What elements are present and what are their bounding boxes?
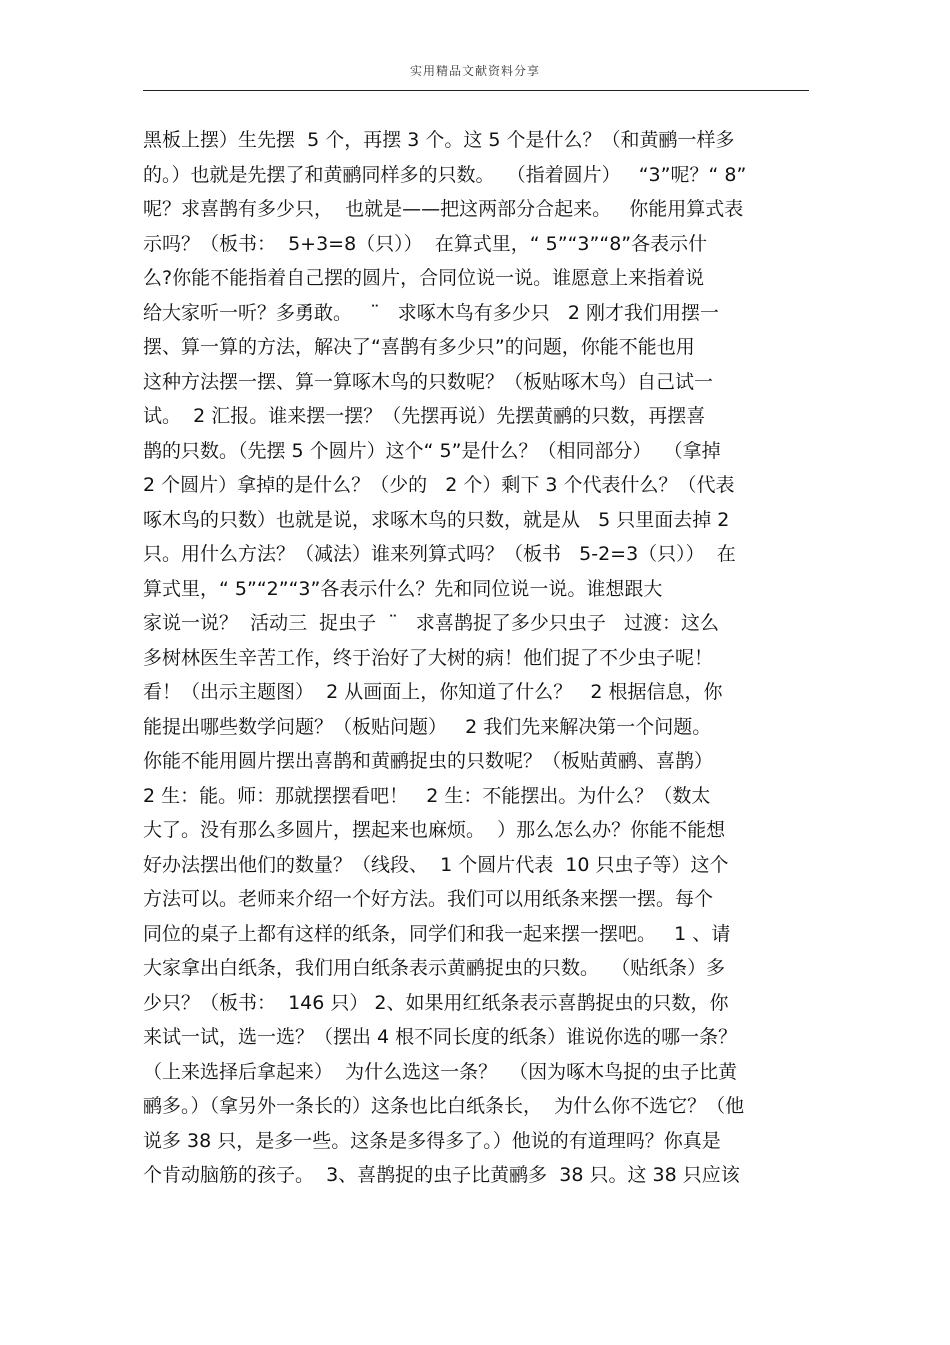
text-line: 看！（出示主题图） 2 从画面上，你知道了什么？ 2 根据信息，你 <box>143 681 723 703</box>
header-divider <box>143 90 809 91</box>
text-line: 呢？求喜鹊有多少只， 也就是——把这两部分合起来。 你能用算式表 <box>143 198 744 220</box>
text-line: 说多 38 只，是多一些。这条是多得多了。）他说的有道理吗？你真是 <box>143 1129 721 1152</box>
text-line: 多树林医生辛苦工作，终于治好了大树的病！他们捉了不少虫子呢！ <box>143 646 714 669</box>
text-line: 2 个圆片）拿掉的是什么？（少的 2 个）剩下 3 个代表什么？（代表 <box>143 474 735 496</box>
page-header: 实用精品文献资料分享 <box>409 64 540 78</box>
text-line: 家说一说？ 活动三 捉虫子 ¨ 求喜鹊捉了多少只虫子 过渡：这么 <box>143 612 719 634</box>
text-line: 个肯动脑筋的孩子。 3、喜鹊捉的虫子比黄鹂多 38 只。这 38 只应该 <box>143 1164 740 1186</box>
text-line: 2 生：能。师：那就摆摆看吧！ 2 生：不能摆出。为什么？（数太 <box>143 784 711 807</box>
text-line: 啄木鸟的只数）也就是说，求啄木鸟的只数，就是从 5 只里面去掉 2 <box>143 508 730 531</box>
text-line: 示吗？（板书： 5+3=8（只）） 在算式里，“ 5”“3”“8”各表示什 <box>143 232 708 255</box>
document-body <box>143 123 813 1193</box>
text-line: 大了。没有那么多圆片，摆起来也麻烦。 ）那么怎么办？你能不能想 <box>143 819 726 841</box>
text-line: 鹂多。）（拿另外一条长的）这条也比白纸条长， 为什么你不选它？（他 <box>143 1095 745 1117</box>
text-line: 给大家听一听？多勇敢。 ¨ 求啄木鸟有多少只 2 刚才我们用摆一 <box>143 301 719 324</box>
text-line: 来试一试，选一选？（摆出 4 根不同长度的纸条）谁说你选的哪一条？ <box>143 1026 738 1048</box>
text-line: 算式里，“ 5”“2”“3”各表示什么？先和同位说一说。谁想跟大 <box>143 577 663 600</box>
text-line: 你能不能用圆片摆出喜鹊和黄鹂捉虫的只数呢？（板贴黄鹂、喜鹊） <box>143 750 714 772</box>
text-line: 试。 2 汇报。谁来摆一摆？（先摆再说）先摆黄鹂的只数，再摆喜 <box>143 405 706 427</box>
text-line: 黑板上摆）生先摆 5 个，再摆 3 个。这 5 个是什么？（和黄鹂一样多 <box>143 129 735 151</box>
text-line: 么?你能不能指着自己摆的圆片，合同位说一说。谁愿意上来指着说 <box>143 267 705 289</box>
text-line: 只。用什么方法？（减法）谁来列算式吗？（板书 5-2=3（只）） 在 <box>143 543 736 565</box>
text-line: 好办法摆出他们的数量？（线段、 1 个圆片代表 10 只虫子等）这个 <box>143 853 729 876</box>
text-line: 能提出哪些数学问题？（板贴问题） 2 我们先来解决第一个问题。 <box>143 715 712 738</box>
text-line: 的。）也就是先摆了和黄鹂同样多的只数。 （指着圆片） “3”呢？“ 8” <box>143 163 747 186</box>
text-line: （上来选择后拿起来） 为什么选这一条？ （因为啄木鸟捉的虫子比黄 <box>143 1060 738 1083</box>
text-line: 鹊的只数。（先摆 5 个圆片）这个“ 5”是什么？（相同部分） （拿掉 <box>143 439 721 462</box>
text-line: 摆、算一算的方法，解决了“喜鹊有多少只”的问题，你能不能也用 <box>143 336 695 358</box>
text-line: 少只？（板书： 146 只） 2、如果用红纸条表示喜鹊捉虫的只数，你 <box>143 991 729 1014</box>
text-line: 大家拿出白纸条，我们用白纸条表示黄鹂捉虫的只数。 （贴纸条）多 <box>143 957 726 979</box>
text-line: 这种方法摆一摆、算一算啄木鸟的只数呢？（板贴啄木鸟）自己试一 <box>143 370 714 393</box>
text-line: 同位的桌子上都有这样的纸条，同学们和我一起来摆一摆吧。 1 、请 <box>143 922 731 945</box>
text-line: 方法可以。老师来介绍一个好方法。我们可以用纸条来摆一摆。每个 <box>143 888 714 910</box>
